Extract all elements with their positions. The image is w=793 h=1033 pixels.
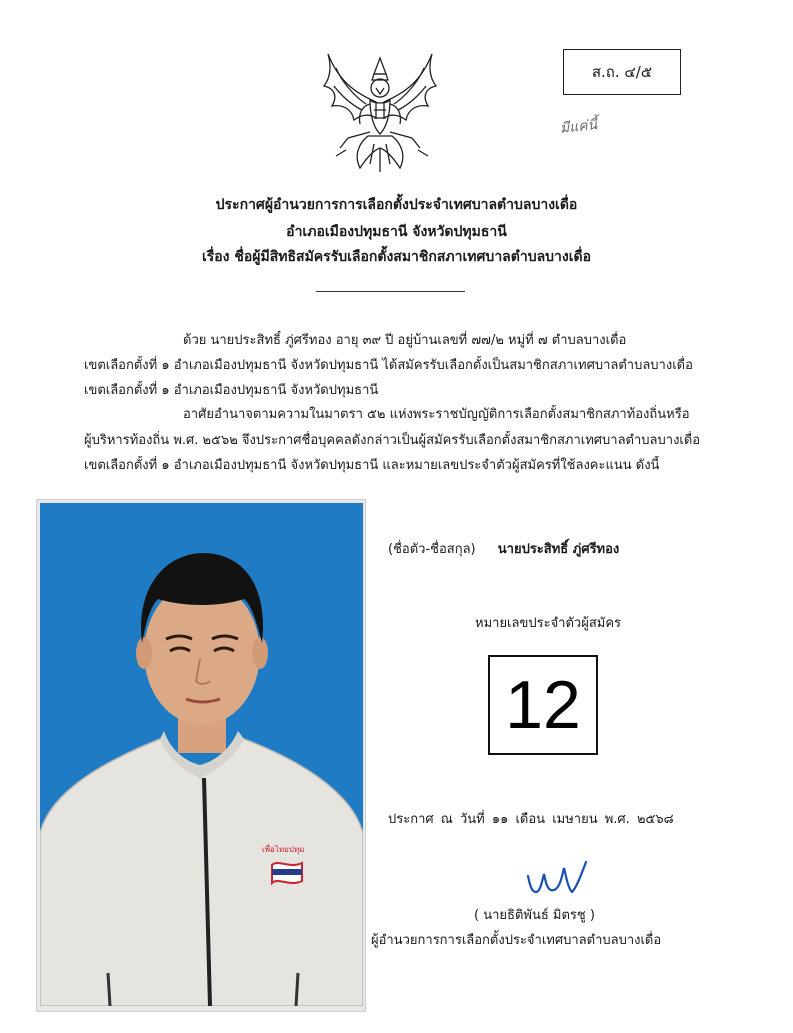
candidate-number-box: [488, 655, 598, 755]
body-line-3: เขตเลือกตั้งที่ ๑ อำเภอเมืองปทุมธานี จังหวัดปทุมธานี: [84, 383, 379, 398]
candidate-photo: [40, 503, 363, 1006]
header-line-1: ประกาศผู้อำนวยการการเลือกตั้งประจำเทศบาลตำบลบางเดื่อ: [215, 197, 578, 213]
garuda-emblem: [318, 44, 442, 178]
candidate-number: 12: [505, 667, 581, 743]
candidate-name: นายประสิทธิ์ ภู่ศรีทอง: [497, 542, 620, 557]
header-divider: [316, 291, 465, 292]
body-line-1: ด้วย นายประสิทธิ์ ภู่ศรีทอง อายุ ๓๙ ปี อยู่บ้านเลขที่ ๗๗/๒ หมู่ที่ ๗ ตำบลบางเดื่อ: [183, 333, 627, 348]
header-subject: เรื่อง ชื่อผู้มีสิทธิสมัครรับเลือกตั้งสมาชิกสภาเทศบาลตำบลบางเดื่อ: [201, 249, 592, 265]
header-line-2: อำเภอเมืองปทุมธานี จังหวัดปทุมธานี: [286, 224, 507, 240]
body-line-6: เขตเลือกตั้งที่ ๑ อำเภอเมืองปทุมธานี จังหวัดปทุมธานี และหมายเลขประจำตัวผู้สมัครที่ใช้ลงคะแนน ดังนี้: [84, 458, 660, 473]
candidate-number-caption: หมายเลขประจำตัวผู้สมัคร: [475, 616, 622, 631]
signature: [522, 858, 592, 898]
form-code-box: [563, 49, 681, 95]
body-line-4: อาศัยอำนาจตามความในมาตรา ๕๒ แห่งพระราชบัญญัติการเลือกตั้งสมาชิกสภาท้องถิ่นหรือ: [183, 407, 690, 422]
candidate-name-row: [388, 538, 619, 559]
announcement-date: ประกาศ ณ วันที่ ๑๑ เดือน เมษายน พ.ศ. ๒๕๖๘: [388, 812, 674, 827]
body-line-2: เขตเลือกตั้งที่ ๑ อำเภอเมืองปทุมธานี จังหวัดปทุมธานี ได้สมัครรับเลือกตั้งเป็นสมาชิกสภาเทศบาลตำบลบางเดื่อ: [84, 358, 693, 373]
signer-name: ( นายธิติพันธ์ มิตรชู ): [474, 908, 595, 923]
handwritten-note: มีแค่นี้: [559, 117, 598, 137]
shirt-logo-text: เพื่อไทยปทุม: [262, 845, 305, 854]
form-code: ส.ถ. ๔/๕: [591, 63, 653, 81]
body-line-5: ผู้บริหารท้องถิ่น พ.ศ. ๒๕๖๒ จึงประกาศชื่อบุคคลดังกล่าวเป็นผู้สมัครรับเลือกตั้งสมาชิกสภาเทศบาลตำบลบางเดื่อ: [84, 433, 701, 448]
signer-title: ผู้อำนวยการการเลือกตั้งประจำเทศบาลตำบลบางเดื่อ: [371, 933, 662, 948]
name-label: (ชื่อตัว-ชื่อสกุล): [388, 542, 476, 557]
